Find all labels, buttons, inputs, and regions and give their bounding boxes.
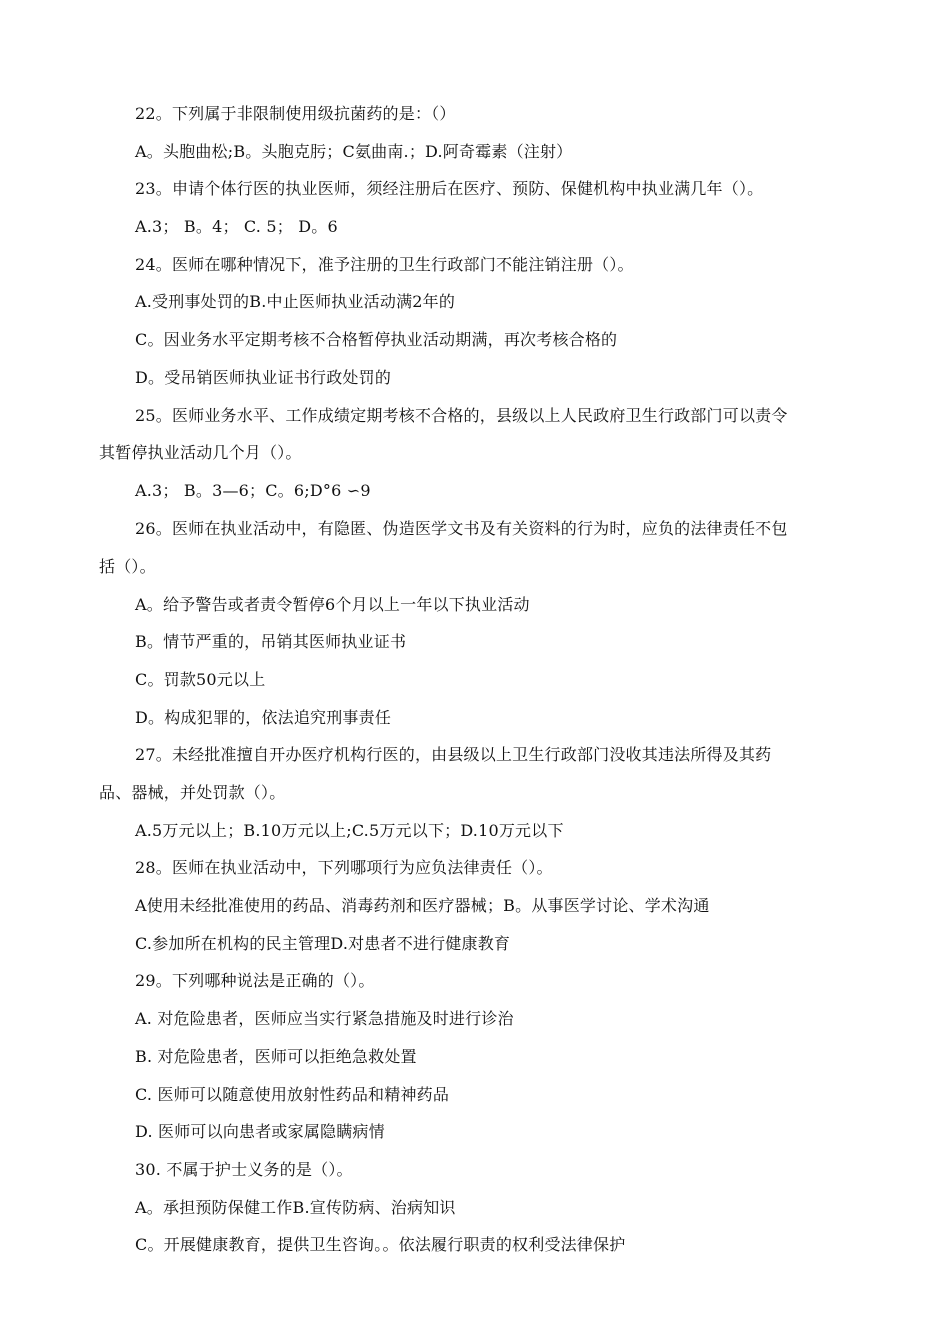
option-26-c: C。罚款50元以上 xyxy=(135,670,266,689)
option-29-b: B. 对危险患者，医师可以拒绝急救处置 xyxy=(135,1047,417,1066)
options-30-ab: A。承担预防保健工作B.宣传防病、治病知识 xyxy=(135,1198,456,1217)
options-28-ab: A使用未经批准使用的药品、消毒药剂和医疗器械；B。从事医学讨论、学术沟通 xyxy=(135,896,710,915)
option-29-d: D. 医师可以向患者或家属隐瞒病情 xyxy=(135,1122,385,1141)
question-25: 25。医师业务水平、工作成绩定期考核不合格的，县级以上人民政府卫生行政部门可以责令 xyxy=(135,406,788,425)
option-26-a: A。给予警告或者责令暂停6个月以上一年以下执业活动 xyxy=(135,595,530,614)
options-28-cd: C.参加所在机构的民主管理D.对患者不进行健康教育 xyxy=(135,934,511,953)
option-29-c: C. 医师可以随意使用放射性药品和精神药品 xyxy=(135,1085,450,1104)
question-26-cont: 括（）。 xyxy=(99,557,156,576)
option-24-c: C。因业务水平定期考核不合格暂停执业活动期满，再次考核合格的 xyxy=(135,330,618,349)
option-26-b: B。情节严重的，吊销其医师执业证书 xyxy=(135,632,407,651)
options-27: A.5万元以上；B.10万元以上;C.5万元以下；D.10万元以下 xyxy=(135,821,564,840)
question-24: 24。医师在哪种情况下，准予注册的卫生行政部门不能注销注册（）。 xyxy=(135,255,634,274)
question-29: 29。下列哪种说法是正确的（）。 xyxy=(135,971,375,990)
question-27: 27。未经批准擅自开办医疗机构行医的，由县级以上卫生行政部门没收其违法所得及其药 xyxy=(135,745,772,764)
options-30-cd: C。开展健康教育，提供卫生咨询。。依法履行职责的权利受法律保护 xyxy=(135,1235,626,1254)
options-23: A.3； B。4； C. 5； D。6 xyxy=(135,217,338,236)
question-27-cont: 品、器械，并处罚款（）。 xyxy=(99,783,286,802)
options-25: A.3； B。3—6；C。6;D°6 ∽9 xyxy=(135,481,371,500)
question-23: 23。申请个体行医的执业医师，须经注册后在医疗、预防、保健机构中执业满几年（）。 xyxy=(135,179,764,198)
options-22: A。头胞曲松;B。头胞克肟；C氨曲南.；D.阿奇霉素（注射） xyxy=(135,142,573,161)
option-24-d: D。受吊销医师执业证书行政处罚的 xyxy=(135,368,392,387)
question-22: 22。下列属于非限制使用级抗菌药的是：（） xyxy=(135,104,456,123)
question-28: 28。医师在执业活动中，下列哪项行为应负法律责任（）。 xyxy=(135,858,553,877)
question-25-cont: 其暂停执业活动几个月（）。 xyxy=(99,443,302,462)
question-26: 26。医师在执业活动中，有隐匿、伪造医学文书及有关资料的行为时，应负的法律责任不包 xyxy=(135,519,788,538)
question-30: 30. 不属于护士义务的是（）。 xyxy=(135,1160,353,1179)
options-24-ab: A.受刑事处罚的B.中止医师执业活动满2年的 xyxy=(135,292,456,311)
option-26-d: D。构成犯罪的，依法追究刑事责任 xyxy=(135,708,392,727)
option-29-a: A. 对危险患者，医师应当实行紧急措施及时进行诊治 xyxy=(135,1009,514,1028)
